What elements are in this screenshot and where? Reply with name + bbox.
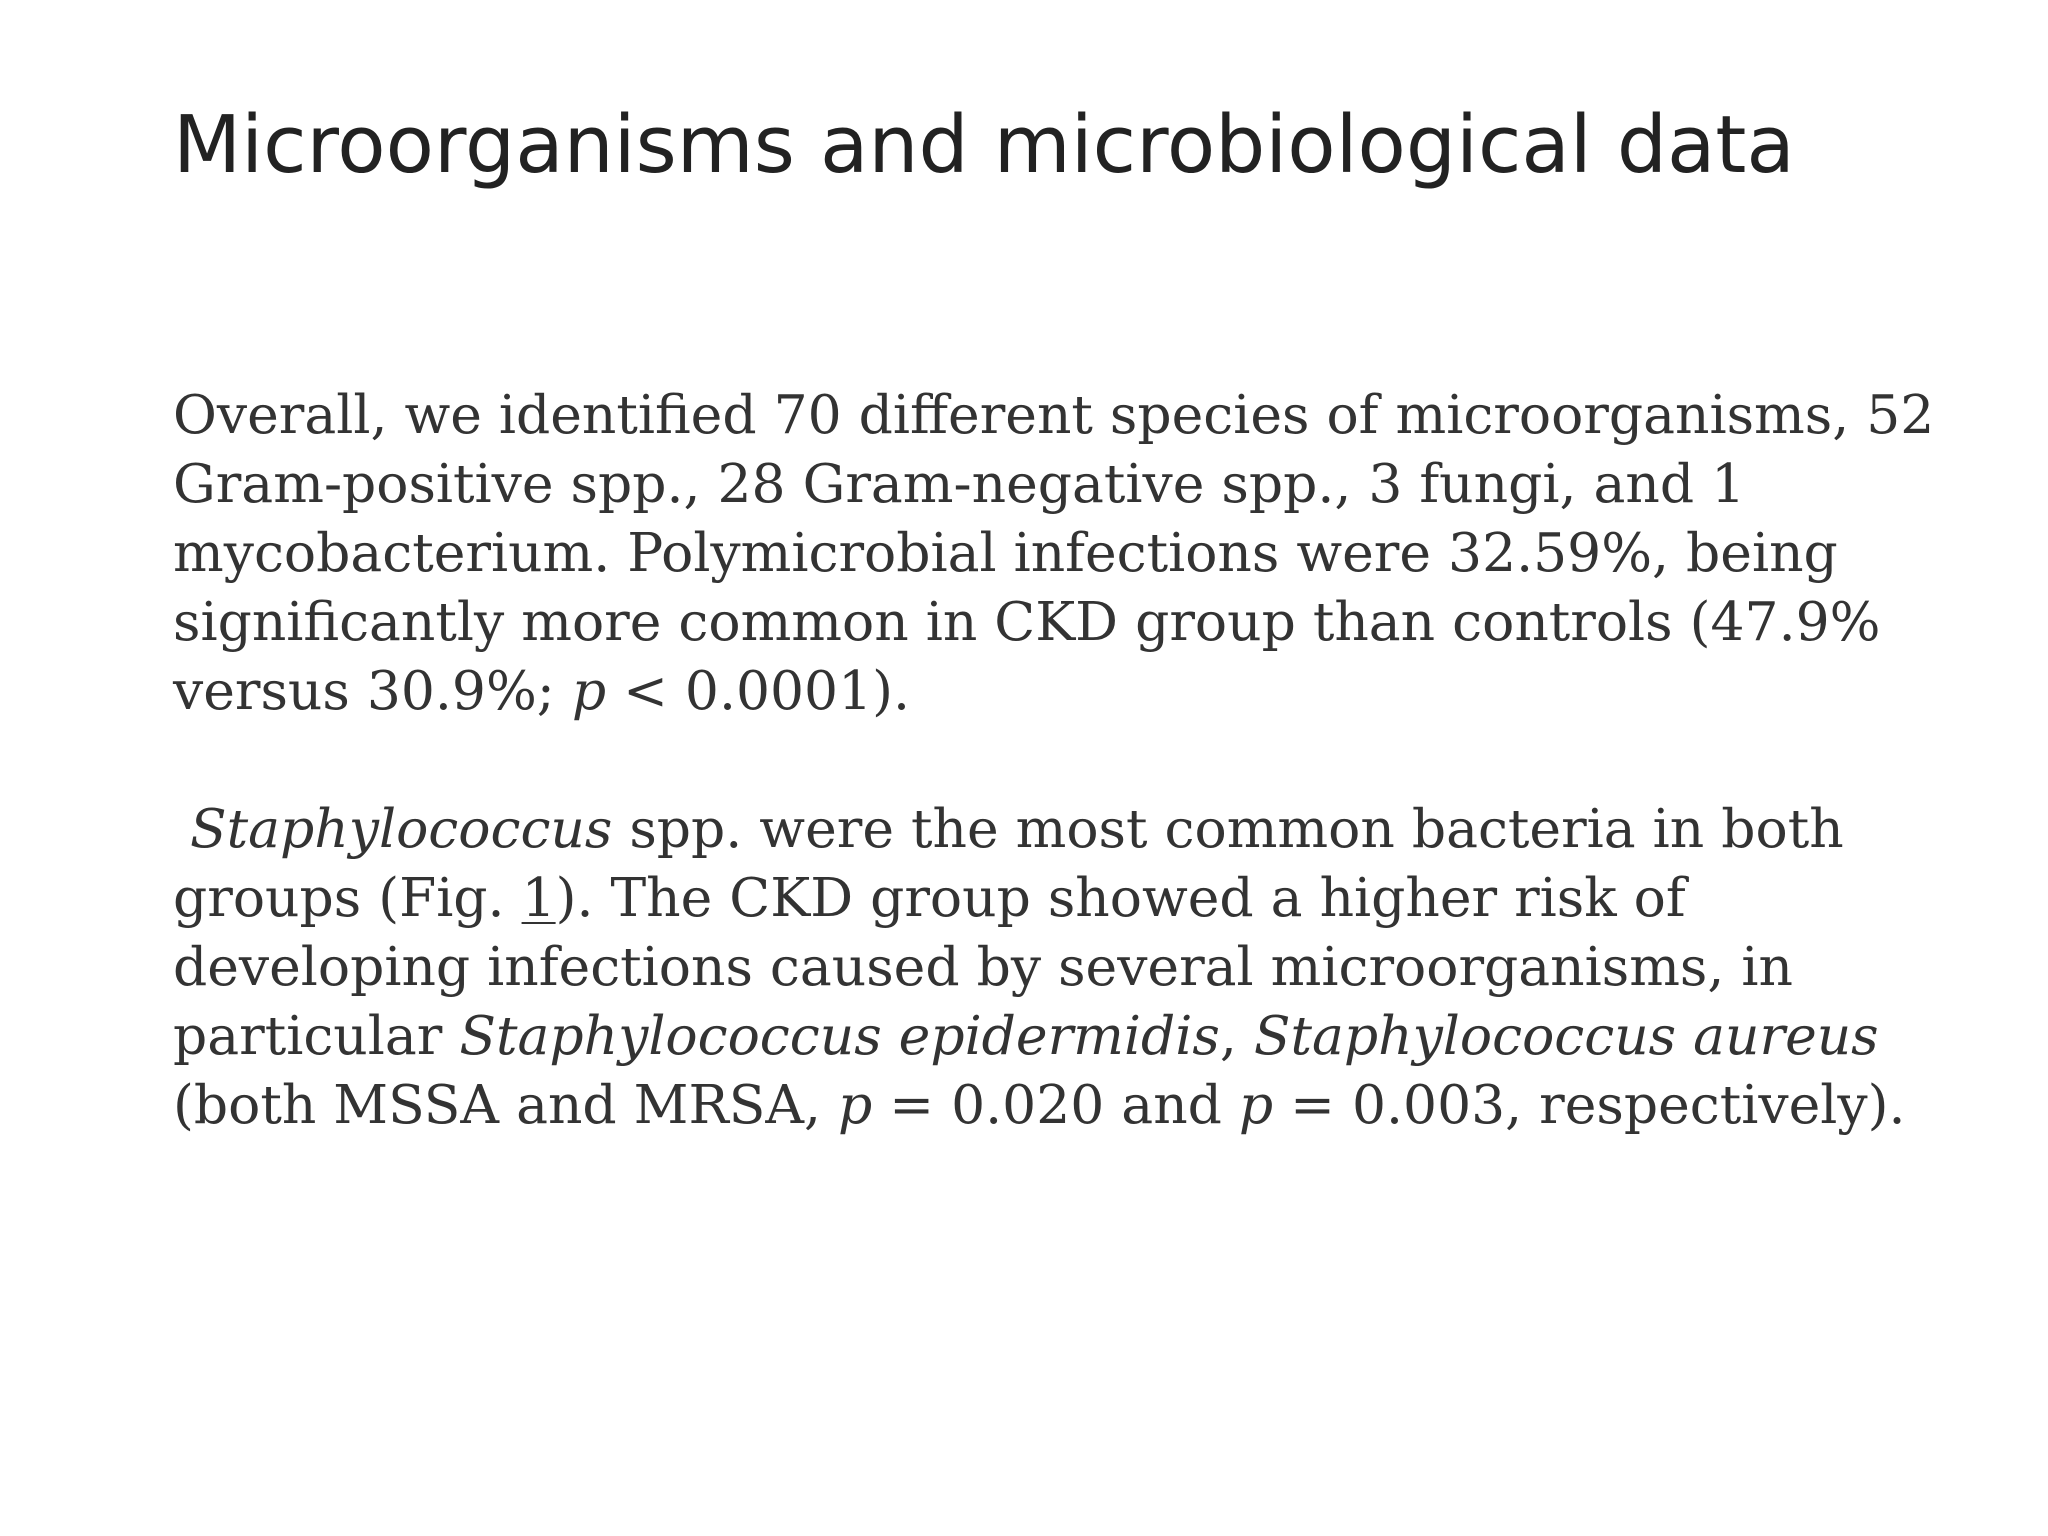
p-value-symbol: p [838, 1073, 873, 1136]
paragraph-staph-text: spp. were the most common bacteria in both groups (Fig. [173, 797, 1844, 929]
figure-1-link[interactable]: 1 [521, 866, 556, 929]
p-value-symbol: p [1238, 1073, 1274, 1136]
staphylococcus-term: Staphylococcus [190, 797, 613, 860]
paragraph-staphylococcus [173, 794, 1963, 1139]
paragraph-overall [173, 380, 1963, 725]
paragraph-staph-text-2: ). The CKD group showed a higher risk of developing infections caused by several microorganisms, in particular [173, 866, 1793, 1067]
paragraph-overall-text: Overall, we identified 70 different species of microorganisms, 52 Gram-positive spp., 28 Gram-negative spp., 3 fungi, and 1 mycobacterium. Polymicrobial infections were 32.59%, being significantly more common in CKD group than controls (47.9% versus 30.9%; [173, 383, 1935, 722]
separator-comma: , [1219, 1004, 1254, 1067]
staphylococcus-aureus-term: Staphylococcus aureus [1253, 1004, 1879, 1067]
paragraph-staph-text-3: (both MSSA and MRSA, [173, 1073, 839, 1136]
paragraph-staph-text-5: = 0.003, respectively). [1273, 1073, 1906, 1136]
staphylococcus-epidermidis-term: Staphylococcus epidermidis [459, 1004, 1220, 1067]
slide-title: Microorganisms and microbiological data [173, 99, 1795, 191]
slide-body [173, 380, 1963, 1139]
p-value-symbol: p [571, 659, 607, 722]
paragraph-staph-text-4: = 0.020 and [872, 1073, 1239, 1136]
paragraph-overall-text-end: < 0.0001). [606, 659, 910, 722]
